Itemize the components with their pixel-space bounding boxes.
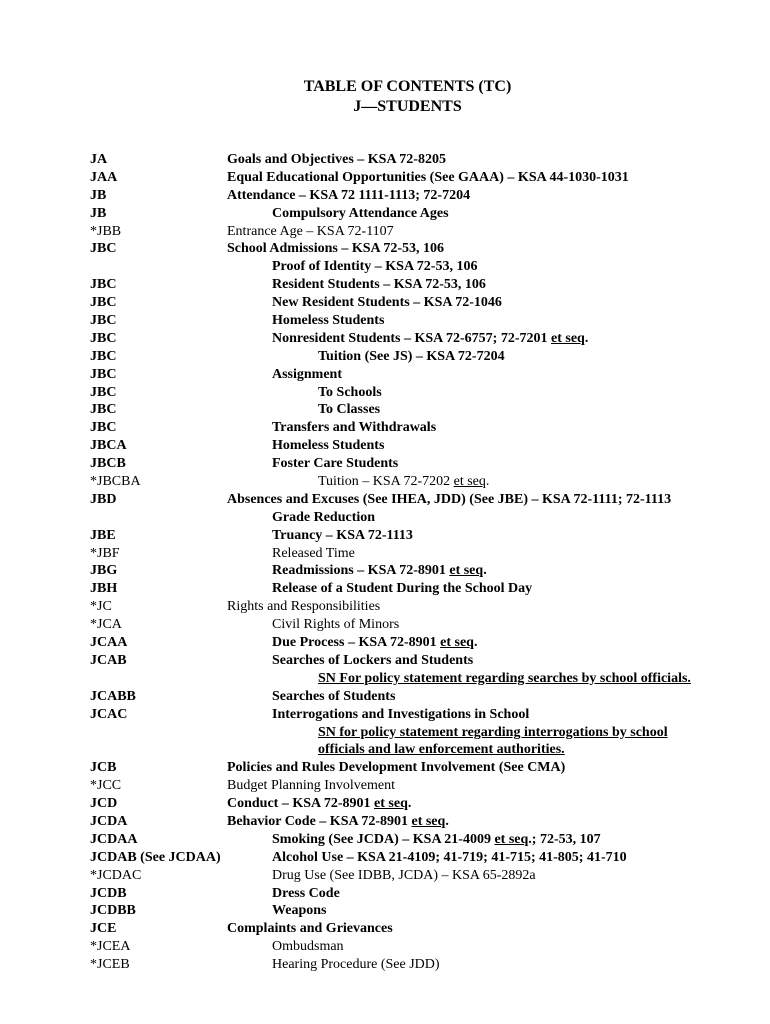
title-text: Rights and Responsibilities	[227, 599, 381, 615]
policy-code: JBC	[90, 402, 117, 418]
title-text: Policies and Rules Development Involvement (See CMA)	[227, 760, 566, 776]
toc-entry	[90, 223, 770, 241]
title-text: Tuition – KSA 72-7202	[318, 474, 454, 490]
title-text: Compulsory Attendance Ages	[272, 205, 449, 221]
policy-title	[272, 634, 477, 652]
toc-entry	[90, 867, 770, 885]
policy-title	[318, 384, 382, 402]
policy-title	[318, 741, 565, 759]
title-text: Readmissions – KSA 72-8901	[272, 563, 450, 579]
policy-code: JBC	[90, 330, 117, 346]
title-text: Proof of Identity – KSA 72-53, 106	[272, 259, 478, 275]
policy-code: JA	[90, 152, 108, 167]
title-text: Homeless Students	[272, 438, 385, 454]
title-text: Civil Rights of Minors	[272, 617, 400, 633]
title-text: Truancy – KSA 72-1113	[272, 527, 413, 543]
policy-code: *JCEB	[90, 957, 130, 973]
title-text: Searches of Students	[272, 688, 396, 704]
title-text: Complaints and Grievances	[227, 921, 393, 937]
title-text: Smoking (See JCDA) – KSA 21-4009	[272, 831, 495, 847]
policy-title	[227, 169, 629, 187]
policy-title	[227, 920, 393, 938]
toc-entry	[90, 455, 770, 473]
toc-entry	[90, 473, 770, 491]
toc-entry	[90, 491, 770, 509]
underlined-text: et seq	[551, 330, 585, 346]
policy-title	[227, 187, 470, 205]
policy-title	[318, 473, 489, 491]
title-text: Conduct – KSA 72-8901	[227, 796, 375, 812]
policy-code: *JBB	[90, 223, 122, 239]
policy-title	[227, 491, 671, 509]
policy-code: JCAB	[90, 652, 127, 668]
toc-entry	[90, 330, 770, 348]
policy-code: JCABB	[90, 688, 136, 704]
title-text: Searches of Lockers and Students	[272, 652, 474, 668]
title-text: Release of a Student During the School Day	[272, 581, 533, 597]
toc-entry	[90, 813, 770, 831]
policy-code: JCB	[90, 760, 117, 776]
title-text: Hearing Procedure (See JDD)	[272, 957, 440, 973]
underlined-text: et seq	[494, 831, 529, 847]
toc-entry	[90, 902, 770, 920]
policy-title	[272, 455, 398, 473]
policy-code: *JBF	[90, 545, 120, 561]
title-text: .	[445, 813, 449, 829]
title-text: .	[485, 474, 490, 490]
toc-entry	[90, 670, 770, 688]
toc-entry	[90, 562, 770, 580]
policy-title	[272, 616, 399, 634]
policy-title	[318, 401, 380, 419]
toc-entry	[90, 294, 770, 312]
policy-code: JBC	[90, 241, 117, 257]
toc-entry	[90, 831, 770, 849]
title-text: Drug Use (See IDBB, JCDA) – KSA 65-2892a	[272, 867, 536, 883]
toc-entry	[90, 437, 770, 455]
policy-title	[272, 312, 384, 330]
policy-code: JBC	[90, 313, 117, 329]
policy-code: *JCEA	[90, 939, 131, 955]
policy-code: JCD	[90, 796, 118, 812]
policy-code: JCDBB	[90, 903, 136, 919]
policy-code: JB	[90, 187, 107, 203]
policy-code: JBC	[90, 277, 117, 293]
title-text: .; 72-53, 107	[528, 831, 601, 847]
policy-title	[272, 437, 384, 455]
policy-code: JBG	[90, 563, 118, 579]
title-text: To Schools	[318, 384, 382, 400]
toc-entry-list	[90, 151, 770, 974]
policy-title	[227, 795, 411, 813]
policy-code: *JC	[90, 599, 112, 615]
policy-title	[227, 759, 565, 777]
title-text: Homeless Students	[272, 313, 385, 329]
title-text: Attendance – KSA 72 1111-1113; 72-7204	[227, 187, 471, 203]
policy-title	[272, 545, 355, 563]
title-text: Interrogations and Investigations in School	[272, 706, 530, 722]
title-text: Equal Educational Opportunities (See GAAA) – KSA 44-1030-1031	[227, 169, 629, 185]
policy-title	[318, 348, 505, 366]
underlined-text: et seq	[440, 635, 474, 651]
policy-title	[272, 509, 375, 527]
title-text: Tuition (See JS) – KSA 72-7204	[318, 348, 505, 364]
policy-title	[272, 956, 440, 974]
policy-code: JAA	[90, 169, 118, 185]
policy-title	[272, 831, 601, 849]
policy-title	[272, 706, 529, 724]
title-text: Transfers and Withdrawals	[272, 420, 437, 436]
policy-code: JBC	[90, 348, 117, 364]
policy-code: JBE	[90, 527, 116, 543]
policy-title	[272, 849, 627, 867]
policy-title	[272, 580, 532, 598]
policy-code: JCDB	[90, 885, 127, 901]
toc-entry	[90, 938, 770, 956]
toc-entry	[90, 634, 770, 652]
title-text: Grade Reduction	[272, 509, 376, 525]
policy-title	[272, 652, 473, 670]
underlined-text: officials and law enforcement authorities.	[318, 742, 565, 758]
toc-entry	[90, 169, 770, 187]
toc-entry	[90, 759, 770, 777]
title-text: Ombudsman	[272, 939, 344, 955]
underlined-text: SN for policy statement regarding interrogations by school	[318, 724, 668, 740]
title-text: .	[473, 635, 478, 651]
policy-code: JCDA	[90, 813, 128, 829]
policy-code: JBCB	[90, 456, 126, 472]
toc-entry	[90, 795, 770, 813]
title-text: Foster Care Students	[272, 456, 399, 472]
policy-title	[272, 205, 449, 223]
underlined-text: et seq	[453, 474, 486, 490]
policy-code: JCAA	[90, 635, 128, 651]
title-text: Goals and Objectives – KSA 72-8205	[227, 152, 446, 167]
policy-title	[272, 562, 487, 580]
toc-entry	[90, 401, 770, 419]
policy-code: JCAC	[90, 706, 128, 722]
toc-entry	[90, 920, 770, 938]
toc-entry	[90, 741, 770, 759]
policy-title	[272, 258, 477, 276]
policy-title	[227, 813, 449, 831]
underlined-text: et seq	[374, 796, 408, 812]
title-text: .	[483, 563, 487, 579]
document-title: TABLE OF CONTENTS (TC)	[303, 78, 512, 95]
toc-entry	[90, 205, 770, 223]
title-text: Resident Students – KSA 72-53, 106	[272, 277, 486, 293]
policy-title	[227, 240, 444, 258]
toc-entry	[90, 151, 770, 169]
title-text: Dress Code	[272, 885, 340, 901]
section-title: J—STUDENTS	[353, 98, 462, 115]
policy-code: JBCA	[90, 438, 127, 454]
policy-code: JBC	[90, 420, 117, 436]
policy-title	[318, 670, 691, 688]
underlined-text: et seq	[449, 563, 484, 579]
policy-title	[227, 223, 394, 241]
title-text: Budget Planning Involvement	[227, 778, 395, 794]
toc-entry	[90, 598, 770, 616]
toc-entry	[90, 849, 770, 867]
title-text: Due Process – KSA 72-8901	[272, 635, 441, 651]
title-text: Alcohol Use – KSA 21-4109; 41-719; 41-715; 41-805; 41-710	[272, 849, 627, 865]
title-text: Nonresident Students – KSA 72-6757; 72-7201	[272, 330, 551, 346]
policy-code: *JCC	[90, 778, 122, 794]
policy-title	[272, 902, 326, 920]
title-text: .	[407, 796, 412, 812]
policy-code: JCE	[90, 921, 117, 937]
policy-code: JBC	[90, 295, 117, 311]
policy-title	[272, 527, 413, 545]
toc-entry	[90, 384, 770, 402]
policy-title	[227, 777, 395, 795]
policy-code: JCDAA	[90, 831, 138, 847]
policy-code: JB	[90, 205, 107, 221]
underlined-text: SN For policy statement regarding searches by school officials.	[318, 670, 691, 686]
toc-entry	[90, 366, 770, 384]
title-text: Released Time	[272, 545, 355, 561]
title-text: Absences and Excuses (See IHEA, JDD) (See JBE) – KSA 72-1111; 72-1113	[227, 491, 672, 507]
policy-code: JBC	[90, 384, 117, 400]
underlined-text: et seq	[411, 813, 446, 829]
policy-title	[272, 276, 486, 294]
title-text: Assignment	[272, 366, 343, 382]
policy-code: *JBCBA	[90, 474, 141, 490]
title-text: New Resident Students – KSA 72-1046	[272, 295, 502, 311]
policy-title	[272, 330, 588, 348]
policy-code: JBD	[90, 491, 117, 507]
policy-code: JBC	[90, 366, 117, 382]
toc-entry	[90, 652, 770, 670]
toc-entry	[90, 956, 770, 974]
toc-entry	[90, 419, 770, 437]
policy-code: *JCA	[90, 617, 122, 633]
title-text: Behavior Code – KSA 72-8901	[227, 813, 412, 829]
toc-entry	[90, 580, 770, 598]
toc-entry	[90, 706, 770, 724]
toc-entry	[90, 777, 770, 795]
policy-title	[227, 151, 446, 169]
title-text: Weapons	[272, 903, 327, 919]
title-text: .	[584, 330, 589, 346]
toc-entry	[90, 527, 770, 545]
policy-title	[272, 938, 344, 956]
toc-entry	[90, 187, 770, 205]
policy-title	[272, 294, 502, 312]
policy-title	[272, 867, 536, 885]
toc-entry	[90, 258, 770, 276]
toc-entry	[90, 616, 770, 634]
toc-entry	[90, 312, 770, 330]
policy-code: JBH	[90, 581, 118, 597]
toc-entry	[90, 885, 770, 903]
title-text: School Admissions – KSA 72-53, 106	[227, 241, 445, 257]
toc-entry	[90, 545, 770, 563]
policy-title	[272, 885, 340, 903]
toc-entry	[90, 688, 770, 706]
policy-title	[272, 366, 342, 384]
toc-entry	[90, 509, 770, 527]
toc-entry	[90, 348, 770, 366]
policy-title	[227, 598, 380, 616]
policy-title	[272, 688, 395, 706]
policy-title	[272, 419, 436, 437]
toc-entry	[90, 724, 770, 742]
policy-code: *JCDAC	[90, 867, 142, 883]
toc-entry	[90, 240, 770, 258]
policy-code: JCDAB (See JCDAA)	[90, 849, 221, 865]
title-text: Entrance Age – KSA 72-1107	[227, 223, 394, 239]
title-text: To Classes	[318, 402, 381, 418]
toc-entry	[90, 276, 770, 294]
policy-title	[318, 724, 668, 742]
